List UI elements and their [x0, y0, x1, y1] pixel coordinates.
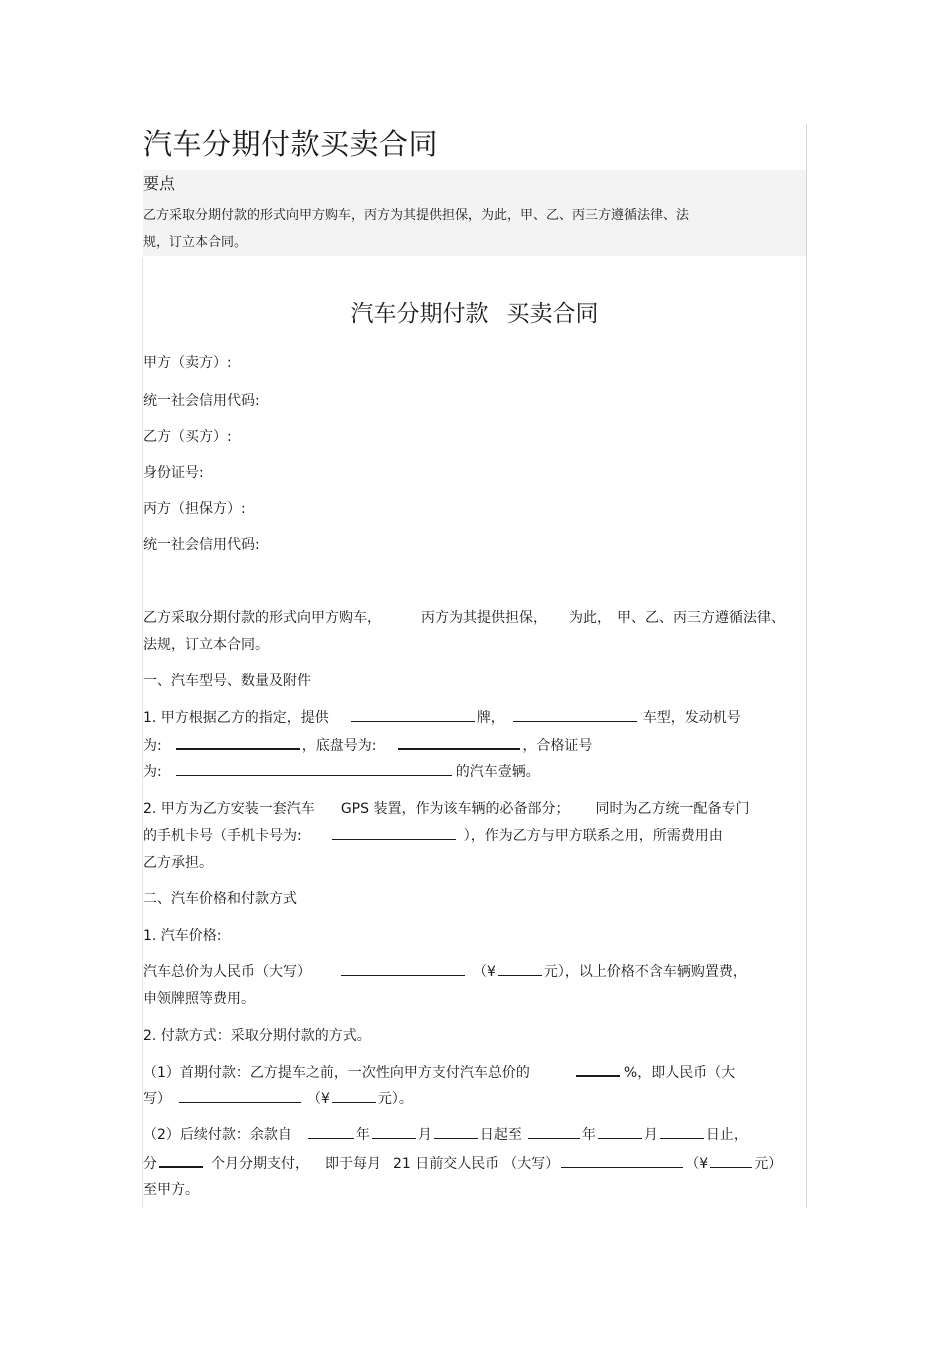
document-title-part2: 买卖合同 [506, 301, 599, 327]
preamble-part-c: 为此， [569, 610, 611, 626]
s1-item2-text-a: 2. 甲方为乙方安装一套汽车 [143, 801, 315, 817]
page-title: 汽车分期付款买卖合同 [143, 127, 439, 161]
s1-item2-text-d: 的手机卡号（手机卡号为: [143, 828, 302, 844]
later-payment-line1 [143, 1122, 748, 1149]
model-blank[interactable] [513, 705, 637, 722]
payment-heading: 2. 付款方式：采取分期付款的方式。 [143, 1028, 371, 1044]
party-a-code-label: 统一社会信用代码: [143, 393, 260, 409]
price-line2: 申领牌照等费用。 [143, 991, 255, 1007]
first-payment-words-blank[interactable] [179, 1086, 301, 1103]
later-payment-text-f: （大写） [503, 1156, 560, 1172]
later-payment-line3: 至甲方。 [143, 1182, 199, 1198]
preamble-part-d: 甲、乙、丙三方遵循法律、 [617, 610, 785, 626]
end-day-blank[interactable] [660, 1122, 704, 1139]
first-payment-number-blank[interactable] [332, 1086, 376, 1103]
later-payment-text-c: 个月分期支付， [211, 1156, 309, 1172]
s1-item2-text-e: ），作为乙方与甲方联系之用，所需费用由 [463, 828, 723, 844]
start-day-label: 日起至 [479, 1127, 522, 1143]
later-payment-text-e: 21 日前交人民币 [393, 1156, 500, 1172]
s1-item1-line3 [143, 759, 540, 786]
s1-item1-line1 [143, 705, 741, 732]
price-text-c: 元），以上价格不含车辆购置费， [543, 964, 747, 980]
party-c-label: 丙方（担保方）: [143, 501, 246, 517]
section1-heading: 一、汽车型号、数量及附件 [143, 673, 311, 689]
engine-number-blank[interactable] [176, 732, 300, 750]
brand-blank[interactable] [351, 705, 475, 722]
first-payment-text-b: %，即人民币（大 [623, 1065, 736, 1081]
end-year-label: 年 [581, 1127, 596, 1143]
installment-months-blank[interactable] [159, 1150, 203, 1168]
summary-box [143, 170, 806, 256]
later-payment-text-b: 分 [143, 1156, 157, 1172]
first-payment-percent-blank[interactable] [576, 1059, 620, 1077]
preamble-line2: 法规，订立本合同。 [143, 637, 269, 653]
later-payment-line2 [143, 1150, 782, 1178]
later-payment-text-a: （2）后续付款：余款自 [143, 1127, 292, 1143]
summary-text [143, 202, 743, 256]
party-c-code-label: 统一社会信用代码: [143, 537, 260, 553]
price-text-a: 汽车总价为人民币（大写） [143, 964, 311, 980]
first-payment-text-e: 元）。 [377, 1091, 413, 1107]
start-day-blank[interactable] [434, 1122, 478, 1139]
price-heading: 1. 汽车价格: [143, 928, 222, 944]
s1-item2-line1 [143, 796, 749, 823]
start-month-label: 月 [417, 1127, 432, 1143]
summary-heading: 要点 [143, 174, 176, 193]
price-text-b: （¥ [473, 964, 496, 980]
first-payment-text-c: 写） [143, 1091, 171, 1107]
s1-item1-text-e: ，底盘号为: [301, 738, 377, 754]
s1-item2-line3: 乙方承担。 [143, 855, 213, 871]
end-month-blank[interactable] [598, 1122, 642, 1139]
later-payment-text-d: 即于每月 [325, 1156, 381, 1172]
start-year-label: 年 [355, 1127, 370, 1143]
monthly-amount-number-blank[interactable] [710, 1151, 752, 1168]
start-month-blank[interactable] [372, 1122, 416, 1139]
s1-item2-text-b: GPS 装置，作为该车辆的必备部分； [340, 801, 570, 817]
document-title-part1: 汽车分期付款 [350, 301, 489, 327]
section2-heading: 二、汽车价格和付款方式 [143, 891, 297, 907]
summary-text-line2: 规，订立本合同。 [143, 235, 248, 250]
s1-item1-line2 [143, 732, 592, 760]
s1-item1-text-g: 为: [143, 764, 162, 780]
end-year-blank[interactable] [528, 1122, 580, 1139]
price-line1 [143, 959, 747, 986]
later-payment-text-h: 元） [754, 1156, 783, 1172]
party-a-label: 甲方（卖方）: [143, 355, 232, 371]
first-payment-line2 [143, 1086, 413, 1113]
party-b-label: 乙方（买方）: [143, 429, 232, 445]
s1-item2-text-c: 同时为乙方统一配备专门 [595, 801, 750, 817]
phone-card-number-blank[interactable] [332, 823, 456, 840]
first-payment-line1 [143, 1059, 735, 1087]
end-month-label: 月 [643, 1127, 658, 1143]
chassis-number-blank[interactable] [398, 732, 520, 750]
s1-item1-text-h: 的汽车壹辆。 [455, 764, 540, 780]
preamble-part-a: 乙方采取分期付款的形式向甲方购车， [143, 610, 381, 626]
s1-item1-text-c: 车型，发动机号 [642, 710, 741, 726]
first-payment-text-d: （¥ [307, 1091, 330, 1107]
end-day-label: 日止， [705, 1127, 748, 1143]
total-price-number-blank[interactable] [498, 959, 542, 976]
s1-item1-text-f: ，合格证号 [522, 738, 593, 754]
preamble-line1 [143, 605, 785, 632]
later-payment-text-g: （¥ [685, 1156, 709, 1172]
document-title [143, 296, 806, 332]
summary-text-line1: 乙方采取分期付款的形式向甲方购车，丙方为其提供担保，为此，甲、乙、丙三方遵循法律、法 [143, 208, 690, 223]
first-payment-text-a: （1）首期付款：乙方提车之前，一次性向甲方支付汽车总价的 [143, 1065, 530, 1081]
total-price-words-blank[interactable] [341, 959, 465, 976]
s1-item1-text-b: 牌， [476, 710, 505, 726]
s1-item1-text-a: 1. 甲方根据乙方的指定，提供 [143, 710, 329, 726]
party-b-id-label: 身份证号: [143, 465, 204, 481]
monthly-amount-words-blank[interactable] [561, 1151, 683, 1168]
s1-item2-line2 [143, 823, 723, 850]
preamble-part-b: 丙方为其提供担保， [421, 610, 547, 626]
start-year-blank[interactable] [308, 1122, 354, 1139]
s1-item1-text-d: 为: [143, 738, 162, 754]
certificate-number-blank[interactable] [176, 759, 452, 776]
